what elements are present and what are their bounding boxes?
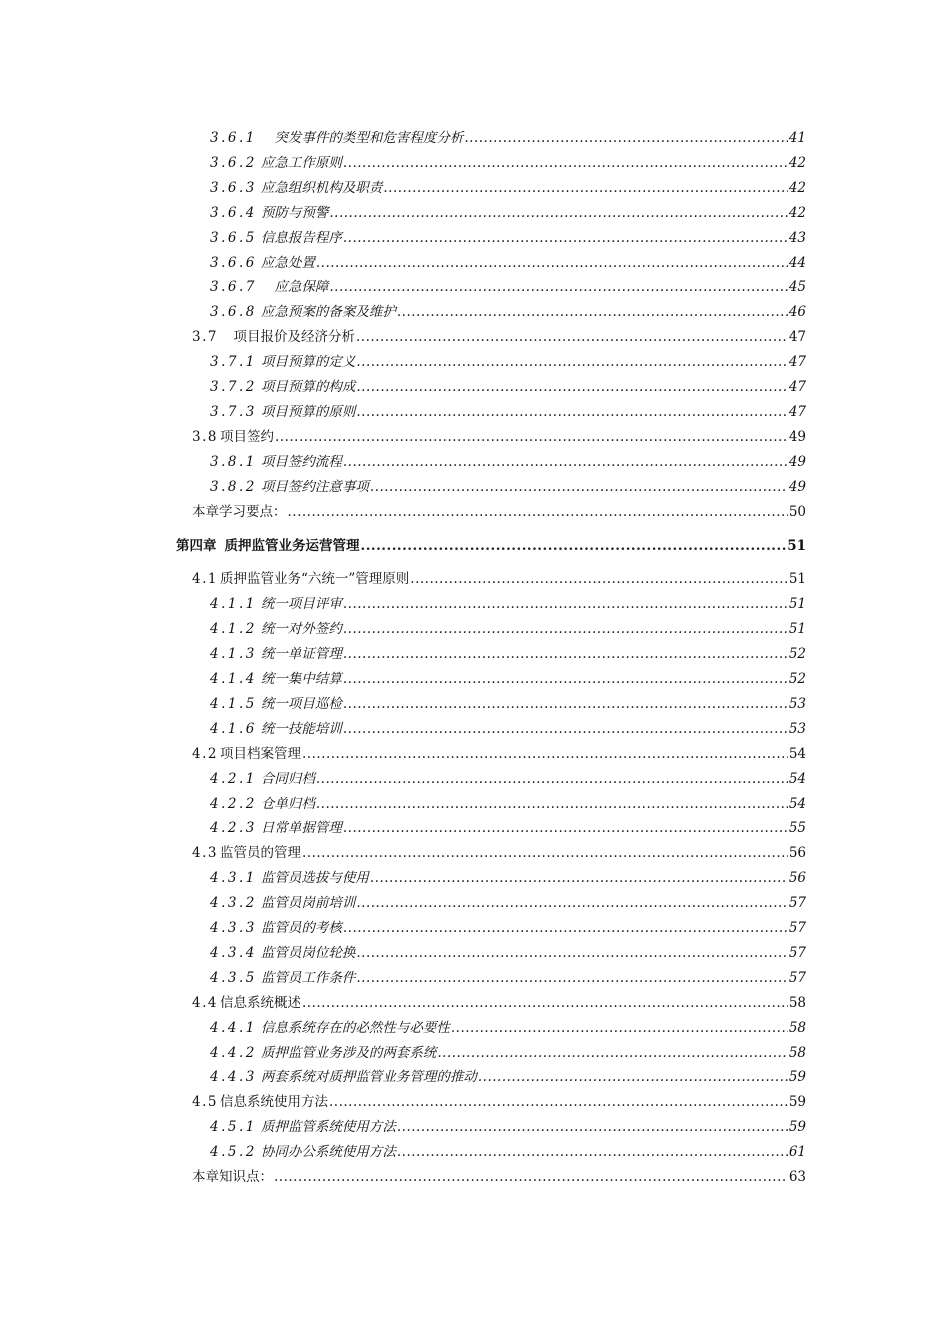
toc-entry-page: 58 bbox=[788, 1019, 806, 1036]
toc-entry-page: 61 bbox=[788, 1144, 806, 1161]
toc-entry-title: 仓单归档 bbox=[260, 795, 315, 812]
toc-entry-title: 协同办公系统使用方法 bbox=[260, 1144, 396, 1161]
toc-entry-title: 质押监管系统使用方法 bbox=[260, 1119, 396, 1136]
toc-entry-title: 统一单证管理 bbox=[260, 646, 342, 663]
dot-leader bbox=[370, 867, 788, 889]
toc-entry-page: 42 bbox=[788, 179, 806, 196]
toc-entry-number: 4.1.5 bbox=[210, 695, 257, 712]
toc-entry-number: 3.6.5 bbox=[210, 229, 257, 246]
dot-leader bbox=[316, 793, 788, 815]
toc-entry-title: 质押监管业务运营管理 bbox=[224, 538, 360, 555]
toc-entry-title: 本章学习要点： bbox=[192, 503, 287, 520]
toc-entry-title: 监管员岗位轮换 bbox=[260, 944, 356, 961]
toc-entry-page: 51 bbox=[788, 596, 806, 613]
toc-entry-title: 本章知识点： bbox=[192, 1169, 273, 1185]
toc-entry[interactable] bbox=[192, 1166, 806, 1188]
toc-entry-page: 46 bbox=[788, 304, 806, 321]
toc-entry-title: 项目预算的定义 bbox=[260, 354, 356, 371]
toc-entry[interactable] bbox=[192, 992, 806, 1014]
toc-entry-number: 4.3.2 bbox=[210, 895, 257, 912]
toc-entry-page: 57 bbox=[788, 920, 806, 936]
toc-entry-title: 两套系统对质押监管业务管理的推动 bbox=[260, 1069, 477, 1086]
toc-entry-number: 3.8 bbox=[192, 428, 218, 445]
toc-entry[interactable] bbox=[210, 867, 806, 889]
dot-leader bbox=[343, 668, 788, 690]
toc-entry-number: 4.2 bbox=[192, 745, 218, 762]
toc-entry-number: 3.6.6 bbox=[210, 254, 257, 271]
toc-entry-title: 项目预算的构成 bbox=[260, 379, 356, 395]
toc-entry-title: 突发事件的类型和危害程度分析 bbox=[260, 130, 464, 146]
dot-leader bbox=[343, 643, 788, 665]
toc-entry-page: 59 bbox=[788, 1069, 806, 1086]
toc-entry[interactable] bbox=[192, 1091, 806, 1113]
toc-entry[interactable] bbox=[192, 568, 806, 590]
toc-entry-number: 3.6.2 bbox=[210, 154, 257, 171]
dot-leader bbox=[356, 892, 787, 914]
dot-leader bbox=[343, 817, 788, 839]
dot-leader bbox=[343, 451, 788, 473]
toc-entry-number: 4.1.6 bbox=[210, 720, 257, 737]
toc-entry[interactable] bbox=[192, 743, 806, 765]
toc-entry-number: 3.6.8 bbox=[210, 304, 257, 321]
dot-leader bbox=[478, 1066, 788, 1088]
toc-entry-number: 4.3.1 bbox=[210, 870, 257, 887]
toc-entry-page: 54 bbox=[788, 795, 806, 812]
toc-entry-number: 4.1.2 bbox=[210, 621, 257, 638]
toc-entry[interactable] bbox=[210, 693, 806, 715]
toc-entry-page: 53 bbox=[788, 695, 806, 712]
toc-entry[interactable] bbox=[192, 426, 806, 448]
toc-entry-number: 3.7.1 bbox=[210, 354, 257, 371]
toc-entry-number: 4.1.4 bbox=[210, 671, 257, 687]
toc-entry-number: 3.7.3 bbox=[210, 403, 257, 420]
dot-leader bbox=[343, 593, 788, 615]
toc-entry[interactable] bbox=[210, 276, 806, 298]
toc-entry-page: 42 bbox=[788, 204, 806, 221]
toc-entry-number: 3.6.1 bbox=[210, 130, 257, 146]
toc-entry-page: 42 bbox=[788, 154, 806, 171]
toc-entry-title: 监管员的考核 bbox=[260, 920, 342, 936]
toc-entry-title: 合同归档 bbox=[260, 770, 315, 787]
dot-leader bbox=[343, 718, 788, 740]
toc-entry-page: 52 bbox=[788, 671, 806, 687]
toc-entry-number: 4.4.1 bbox=[210, 1019, 257, 1036]
toc-entry[interactable] bbox=[210, 1116, 806, 1138]
dot-leader bbox=[288, 501, 788, 523]
dot-leader bbox=[316, 252, 788, 274]
toc-entry-page: 51 bbox=[788, 571, 806, 588]
toc-entry-title: 信息报告程序 bbox=[260, 229, 342, 246]
toc-entry[interactable] bbox=[210, 768, 806, 790]
dot-leader bbox=[302, 743, 788, 765]
toc-entry-page: 49 bbox=[788, 478, 806, 495]
toc-entry-number: 4.3 bbox=[192, 845, 218, 862]
toc-entry[interactable] bbox=[210, 1066, 806, 1088]
toc-entry[interactable] bbox=[210, 718, 806, 740]
dot-leader bbox=[437, 1042, 787, 1064]
dot-leader bbox=[397, 1116, 788, 1138]
dot-leader bbox=[356, 351, 787, 373]
toc-entry-number: 3.8.1 bbox=[210, 453, 257, 470]
toc-entry-title: 项目签约注意事项 bbox=[260, 478, 369, 495]
toc-entry[interactable] bbox=[210, 618, 806, 640]
toc-entry[interactable] bbox=[210, 227, 806, 249]
dot-leader bbox=[451, 1017, 788, 1039]
toc-entry[interactable] bbox=[210, 476, 806, 498]
toc-entry-title: 监管员工作条件 bbox=[260, 969, 356, 986]
dot-leader bbox=[410, 568, 788, 590]
toc-entry-page: 49 bbox=[788, 453, 806, 470]
dot-leader bbox=[343, 618, 788, 640]
toc-entry[interactable] bbox=[210, 892, 806, 914]
toc-entry-number: 3.7 bbox=[192, 329, 218, 346]
toc-entry[interactable] bbox=[210, 152, 806, 174]
toc-entry-number: 4.1.1 bbox=[210, 596, 257, 613]
toc-entry-title: 信息系统使用方法 bbox=[219, 1094, 328, 1111]
toc-entry-page: 55 bbox=[788, 820, 806, 837]
toc-entry-page: 58 bbox=[788, 1044, 806, 1061]
toc-entry-number: 4.1.3 bbox=[210, 646, 257, 663]
toc-entry-number: 3.7.2 bbox=[210, 379, 257, 395]
toc-entry-page: 56 bbox=[788, 845, 806, 862]
toc-entry[interactable] bbox=[210, 127, 806, 149]
toc-entry-title: 质押监管业务“六统一”管理原则 bbox=[219, 571, 410, 588]
dot-leader bbox=[343, 227, 788, 249]
toc-entry-page: 56 bbox=[788, 870, 806, 887]
toc-entry-page: 45 bbox=[788, 279, 806, 296]
toc-entry-number: 4.5 bbox=[192, 1094, 218, 1111]
toc-entry-number: 4.1 bbox=[192, 571, 218, 588]
dot-leader bbox=[329, 202, 787, 224]
dot-leader bbox=[356, 326, 788, 348]
toc-entry-page: 41 bbox=[788, 130, 806, 146]
toc-entry[interactable] bbox=[210, 301, 806, 323]
toc-entry[interactable] bbox=[210, 817, 806, 839]
dot-leader bbox=[356, 967, 787, 989]
dot-leader bbox=[329, 1091, 788, 1113]
toc-entry-title: 应急保障 bbox=[260, 279, 329, 296]
toc-entry-number: 4.5.1 bbox=[210, 1119, 257, 1136]
toc-entry-title: 统一技能培训 bbox=[260, 720, 342, 737]
dot-leader bbox=[302, 992, 788, 1014]
toc-entry[interactable] bbox=[210, 401, 806, 423]
toc-entry[interactable] bbox=[210, 967, 806, 989]
toc-entry-page: 57 bbox=[788, 895, 806, 912]
toc-entry-title: 应急预案的备案及维护 bbox=[260, 304, 396, 321]
toc-entry-page: 63 bbox=[788, 1169, 806, 1185]
toc-entry-number: 3.6.3 bbox=[210, 179, 257, 196]
toc-entry[interactable] bbox=[210, 668, 806, 690]
toc-entry[interactable] bbox=[210, 917, 806, 939]
toc-entry-page: 59 bbox=[788, 1094, 806, 1111]
toc-entry-title: 项目签约流程 bbox=[260, 453, 342, 470]
dot-leader bbox=[464, 127, 787, 149]
toc-entry-page: 44 bbox=[788, 254, 806, 271]
toc-entry-page: 51 bbox=[788, 621, 806, 638]
toc-entry-number: 4.4.3 bbox=[210, 1069, 257, 1086]
toc-entry-title: 项目签约 bbox=[219, 428, 274, 445]
toc-entry[interactable] bbox=[210, 593, 806, 615]
dot-leader bbox=[302, 842, 788, 864]
toc-entry-page: 54 bbox=[788, 745, 806, 762]
toc-entry-page: 43 bbox=[788, 229, 806, 246]
toc-entry-title: 应急组织机构及职责 bbox=[260, 179, 383, 196]
toc-entry-title: 监管员的管理 bbox=[219, 845, 301, 862]
dot-leader bbox=[370, 476, 788, 498]
toc-entry-page: 47 bbox=[788, 354, 806, 371]
toc-entry[interactable] bbox=[192, 842, 806, 864]
toc-entry[interactable] bbox=[210, 942, 806, 964]
toc-entry-title: 项目报价及经济分析 bbox=[219, 329, 355, 346]
toc-entry-page: 47 bbox=[788, 329, 806, 346]
toc-entry-title: 监管员岗前培训 bbox=[260, 895, 356, 912]
dot-leader bbox=[343, 917, 788, 939]
toc-entry[interactable] bbox=[210, 376, 806, 398]
toc-entry-title: 项目预算的原则 bbox=[260, 403, 356, 420]
toc-entry-number: 3.8.2 bbox=[210, 478, 257, 495]
toc-entry-title: 日常单据管理 bbox=[260, 820, 342, 837]
toc-entry-number: 4.3.3 bbox=[210, 920, 257, 936]
toc-entry-page: 57 bbox=[788, 969, 806, 986]
toc-entry-number: 3.6.7 bbox=[210, 279, 257, 296]
dot-leader bbox=[383, 177, 787, 199]
toc-entry-page: 53 bbox=[788, 720, 806, 737]
toc-entry-title: 应急处置 bbox=[260, 254, 315, 271]
toc-entry[interactable] bbox=[210, 793, 806, 815]
dot-leader bbox=[397, 301, 788, 323]
dot-leader bbox=[316, 768, 788, 790]
toc-entry-title: 应急工作原则 bbox=[260, 154, 342, 171]
toc-entry[interactable] bbox=[192, 501, 806, 523]
toc-entry[interactable] bbox=[210, 252, 806, 274]
toc-entry-number: 4.4 bbox=[192, 994, 218, 1011]
toc-entry-page: 57 bbox=[788, 944, 806, 961]
dot-leader bbox=[274, 1166, 788, 1188]
toc-entry-page: 54 bbox=[788, 770, 806, 787]
toc-entry-page: 50 bbox=[788, 503, 806, 520]
toc-entry[interactable] bbox=[192, 326, 806, 348]
toc-entry[interactable] bbox=[210, 643, 806, 665]
dot-leader bbox=[343, 693, 788, 715]
toc-chapter-entry[interactable] bbox=[176, 535, 806, 557]
toc-entry-page: 49 bbox=[788, 428, 806, 445]
toc-entry-title: 质押监管业务涉及的两套系统 bbox=[260, 1044, 437, 1061]
toc-entry-number: 4.3.4 bbox=[210, 944, 257, 961]
toc-entry-number: 4.3.5 bbox=[210, 969, 257, 986]
toc-entry-title: 监管员选拔与使用 bbox=[260, 870, 369, 887]
toc-entry-title: 预防与预警 bbox=[260, 204, 329, 221]
dot-leader bbox=[329, 276, 787, 298]
dot-leader bbox=[343, 152, 788, 174]
toc-entry-number: 4.2.3 bbox=[210, 820, 257, 837]
toc-entry-page: 59 bbox=[788, 1119, 806, 1136]
toc-entry[interactable] bbox=[210, 177, 806, 199]
toc-entry[interactable] bbox=[210, 351, 806, 373]
dot-leader bbox=[397, 1141, 788, 1163]
dot-leader bbox=[356, 942, 787, 964]
toc-entry[interactable] bbox=[210, 1042, 806, 1064]
toc-entry[interactable] bbox=[210, 1017, 806, 1039]
toc-entry-page: 51 bbox=[787, 538, 806, 555]
toc-entry-number: 4.2.2 bbox=[210, 795, 257, 812]
toc-entry[interactable] bbox=[210, 451, 806, 473]
dot-leader bbox=[361, 535, 787, 557]
toc-entry-title: 统一对外签约 bbox=[260, 621, 342, 638]
toc-entry-page: 58 bbox=[788, 994, 806, 1011]
toc-entry-number: 3.6.4 bbox=[210, 204, 257, 221]
dot-leader bbox=[356, 376, 787, 398]
toc-entry-title: 信息系统存在的必然性与必要性 bbox=[260, 1019, 450, 1036]
dot-leader bbox=[275, 426, 788, 448]
toc-entry-number: 第四章 bbox=[176, 538, 217, 555]
toc-entry-title: 统一项目巡检 bbox=[260, 695, 342, 712]
toc-entry-number: 4.2.1 bbox=[210, 770, 257, 787]
toc-entry-title: 统一集中结算 bbox=[260, 671, 342, 687]
toc-entry-title: 统一项目评审 bbox=[260, 596, 342, 613]
toc-entry-title: 项目档案管理 bbox=[219, 745, 301, 762]
dot-leader bbox=[356, 401, 787, 423]
toc-entry-title: 信息系统概述 bbox=[219, 994, 301, 1011]
toc-entry[interactable] bbox=[210, 1141, 806, 1163]
toc-entry-number: 4.5.2 bbox=[210, 1144, 257, 1161]
toc-entry[interactable] bbox=[210, 202, 806, 224]
toc-entry-page: 52 bbox=[788, 646, 806, 663]
toc-entry-page: 47 bbox=[788, 379, 806, 395]
toc-entry-page: 47 bbox=[788, 403, 806, 420]
toc-entry-number: 4.4.2 bbox=[210, 1044, 257, 1061]
